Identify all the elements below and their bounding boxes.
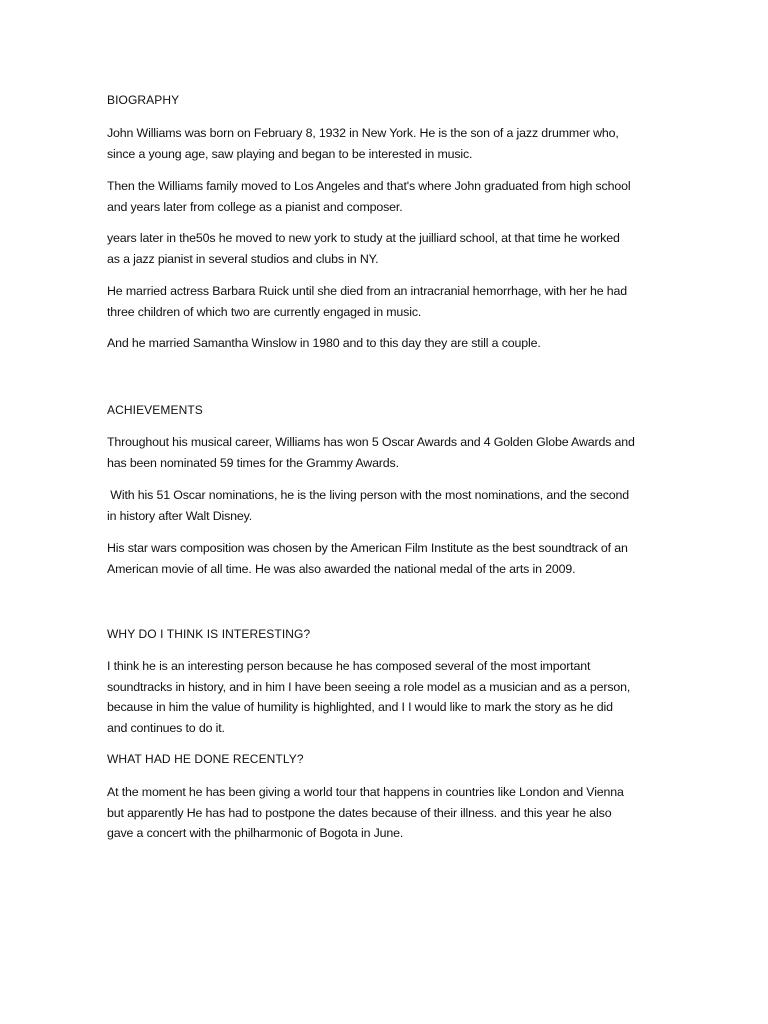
text-line: and continues to do it. <box>107 720 225 735</box>
text-line: but apparently He has had to postpone the dates because of their illness. and this year he also <box>107 805 612 820</box>
biography-paragraph-4 <box>107 281 659 322</box>
text-line: gave a concert with the philharmonic of Bogota in June. <box>107 826 404 840</box>
biography-paragraph-1 <box>107 123 659 164</box>
recent-paragraph-1 <box>107 782 659 844</box>
text-line: in history after Walt Disney. <box>107 508 253 523</box>
text-line: And he married Samantha Winslow in 1980 and to this day they are still a couple. <box>107 336 541 350</box>
text-line: I think he is an interesting person because he has composed several of the most important <box>107 659 591 673</box>
text-line: John Williams was born on February 8, 1932 in New York. He is the son of a jazz drummer who, <box>107 126 619 140</box>
recent-heading: WHAT HAD HE DONE RECENTLY? <box>107 752 304 766</box>
interesting-paragraph-1 <box>107 656 659 738</box>
achievements-paragraph-1 <box>107 432 659 473</box>
text-line: since a young age, saw playing and began to be interested in music. <box>107 146 473 161</box>
text-line: years later in the50s he moved to new york to study at the juilliard school, at that time he worked <box>107 231 620 245</box>
text-line: soundtracks in history, and in him I have been seeing a role model as a musician and as a person, <box>107 679 631 694</box>
achievements-paragraph-3 <box>107 538 659 579</box>
text-line: With his 51 Oscar nominations, he is the living person with the most nominations, and the second <box>107 488 629 502</box>
biography-paragraph-3 <box>107 228 659 269</box>
biography-heading: BIOGRAPHY <box>107 93 180 107</box>
text-line: and years later from college as a pianist and composer. <box>107 199 403 214</box>
text-line: American movie of all time. He was also awarded the national medal of the arts in 2009. <box>107 561 576 576</box>
text-line: three children of which two are currently engaged in music. <box>107 304 422 319</box>
text-line: Throughout his musical career, Williams has won 5 Oscar Awards and 4 Golden Globe Awards and <box>107 435 635 449</box>
text-line: because in him the value of humility is highlighted, and I I would like to mark the story as he did <box>107 700 613 714</box>
text-line: as a jazz pianist in several studios and clubs in NY. <box>107 251 379 266</box>
achievements-paragraph-2 <box>107 485 659 526</box>
text-line: He married actress Barbara Ruick until she died from an intracranial hemorrhage, with her he had <box>107 284 628 298</box>
text-line: has been nominated 59 times for the Grammy Awards. <box>107 455 399 470</box>
biography-paragraph-2 <box>107 176 659 217</box>
text-line: His star wars composition was chosen by the American Film Institute as the best soundtrack of an <box>107 541 628 555</box>
interesting-heading: WHY DO I THINK IS INTERESTING? <box>107 627 311 641</box>
biography-paragraph-5 <box>107 333 659 354</box>
text-line: Then the Williams family moved to Los Angeles and that's where John graduated from high school <box>107 179 631 193</box>
text-line: At the moment he has been giving a world tour that happens in countries like London and Vienna <box>107 785 624 799</box>
achievements-heading: ACHIEVEMENTS <box>107 403 203 417</box>
